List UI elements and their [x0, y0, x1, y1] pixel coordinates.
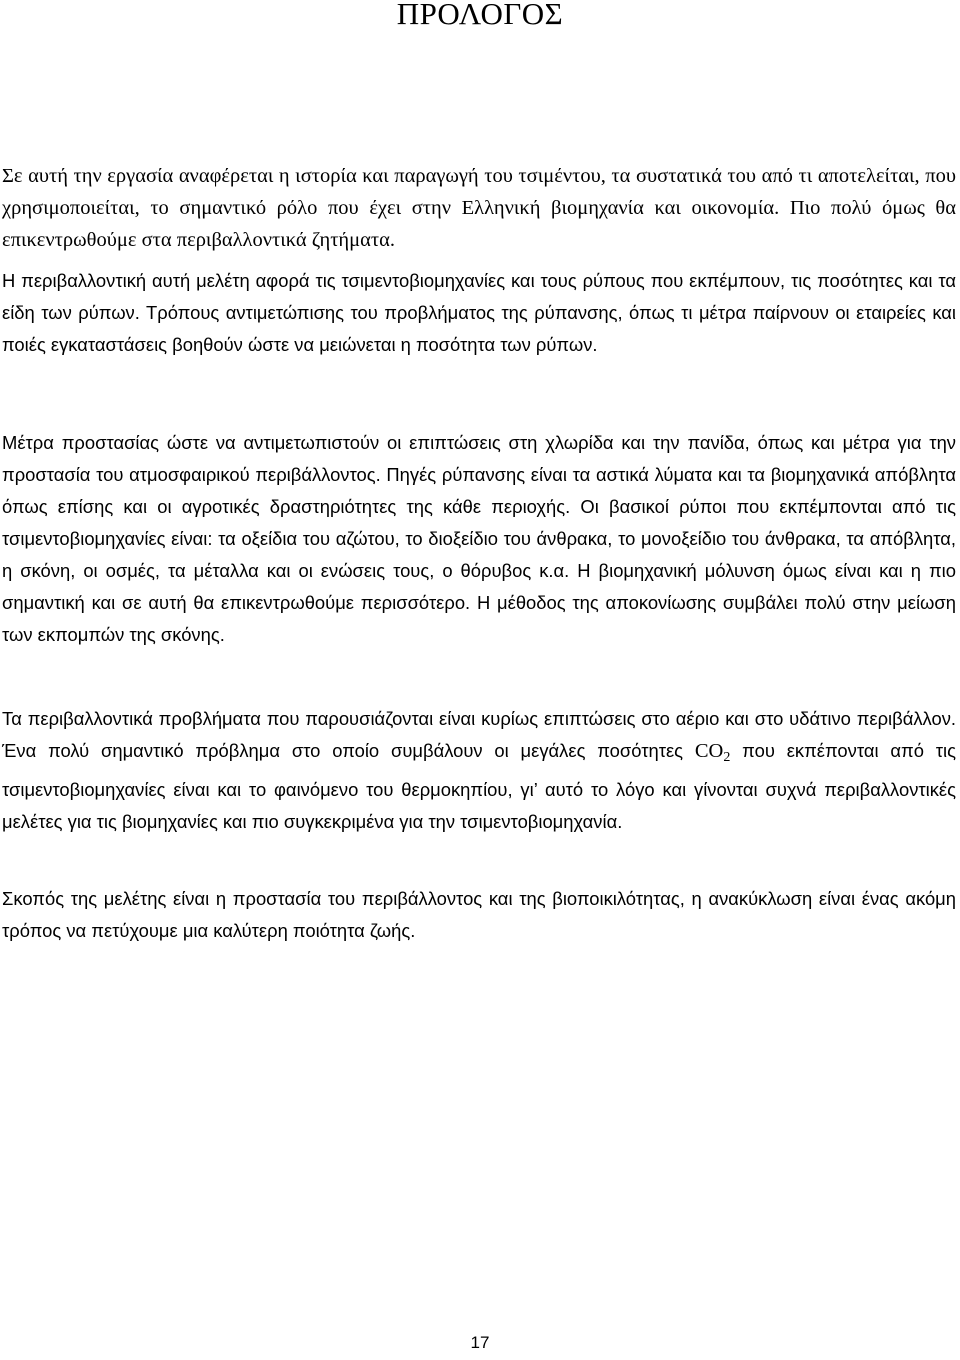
- paragraph-intro-text: Σε αυτή την εργασία αναφέρεται η ιστορία και παραγωγή του τσιμέντου, τα συστατικά του από τι αποτελείται, που χρησιμοποιείται, το σημαντικό ρόλο που έχει στην Ελληνική βιομηχανία και οικονομία. Πιο πολύ όμως θα επικεντρωθούμε στα περιβαλλοντικά ζητήματα.: [2, 165, 956, 251]
- paragraph-study-purpose-text: Σκοπός της μελέτης είναι η προστασία του περιβάλλοντος και της βιοποικιλότητας, η ανακύκλωση είναι ένας ακόμη τρόπος να πετύχουμε μια καλύτερη ποιότητα ζωής.: [2, 888, 956, 941]
- paragraph-study-scope-text-b: Τρόπους αντιμετώπισης του προβλήματος της ρύπανσης, όπως τι μέτρα παίρνουν οι εταιρείες και ποιές εγκαταστάσεις βοηθούν ώστε να μειώνεται η ποσότητα των ρύπων.: [2, 302, 957, 355]
- paragraph-study-purpose: [2, 883, 956, 947]
- page-number: 17: [470, 1333, 490, 1352]
- paragraph-protection-measures: [2, 427, 956, 651]
- formula-co: CO: [694, 740, 724, 762]
- paragraph-environmental-problems: [2, 703, 956, 838]
- paragraph-study-scope: [2, 265, 956, 361]
- paragraph-protection-measures-text: Μέτρα προστασίας ώστε να αντιμετωπιστούν οι επιπτώσεις στη χλωρίδα και την πανίδα, όπως και μέτρα για την προστασία του ατμοσφαιρικού περιβάλλοντος. Πηγές ρύπανσης είναι τα αστικά λύματα και τα βιομηχανικά απόβλητα όπως επίσης και οι αγροτικές δραστηριότητες της κάθε περιοχής. Οι βασικοί ρύποι που εκπέμπονται από τις τσιμεντοβιομηχανίες είναι: τα οξείδια του αζώτου, το διοξείδιο του άνθρακα, το μονοξείδιο του άνθρακα, τα απόβλητα, η σκόνη, οι οσμές, τα μέταλλα και οι ενώσεις τους, ο θόρυβος κ.α. Η βιομηχανική μόλυνση όμως είναι και η πιο σημαντική και σε αυτή θα επικεντρωθούμε περισσότερο. Η μέθοδος της αποκονίωσης συμβάλει πολύ στην μείωση των εκπομπών της σκόνης.: [2, 432, 956, 645]
- page-title: ΠΡΟΛΟΓΟΣ: [396, 0, 564, 31]
- paragraph-environmental-problems-text-a: Τα περιβαλλοντικά προβλήματα που παρουσιάζονται είναι κυρίως επιπτώσεις στο αέριο και στο υδάτινο περιβάλλον. Ένα πολύ σημαντικό πρόβλημα στο οποίο συμβάλουν οι μεγάλες ποσότητες: [2, 708, 956, 761]
- paragraph-study-scope-text-a: Η περιβαλλοντική αυτή μελέτη αφορά τις τσιμεντοβιομηχανίες και τους ρύπους που εκπέμπουν, τις ποσότητες και τα είδη των ρύπων.: [2, 270, 956, 323]
- paragraph-intro: [2, 160, 956, 256]
- paragraph-environmental-problems-text-b: που εκπέπονται από τις τσιμεντοβιομηχανίες είναι και το φαινόμενο του θερμοκηπίου, γι’ αυτό το λόγο και γίνονται συχνά περιβαλλοντικές μελέτες για τις βιομηχανίες και πιο συγκεκριμένα για την τσιμεντοβιομηχανία.: [2, 740, 956, 832]
- formula-subscript: 2: [723, 750, 731, 765]
- chemical-formula-co2: [694, 740, 731, 765]
